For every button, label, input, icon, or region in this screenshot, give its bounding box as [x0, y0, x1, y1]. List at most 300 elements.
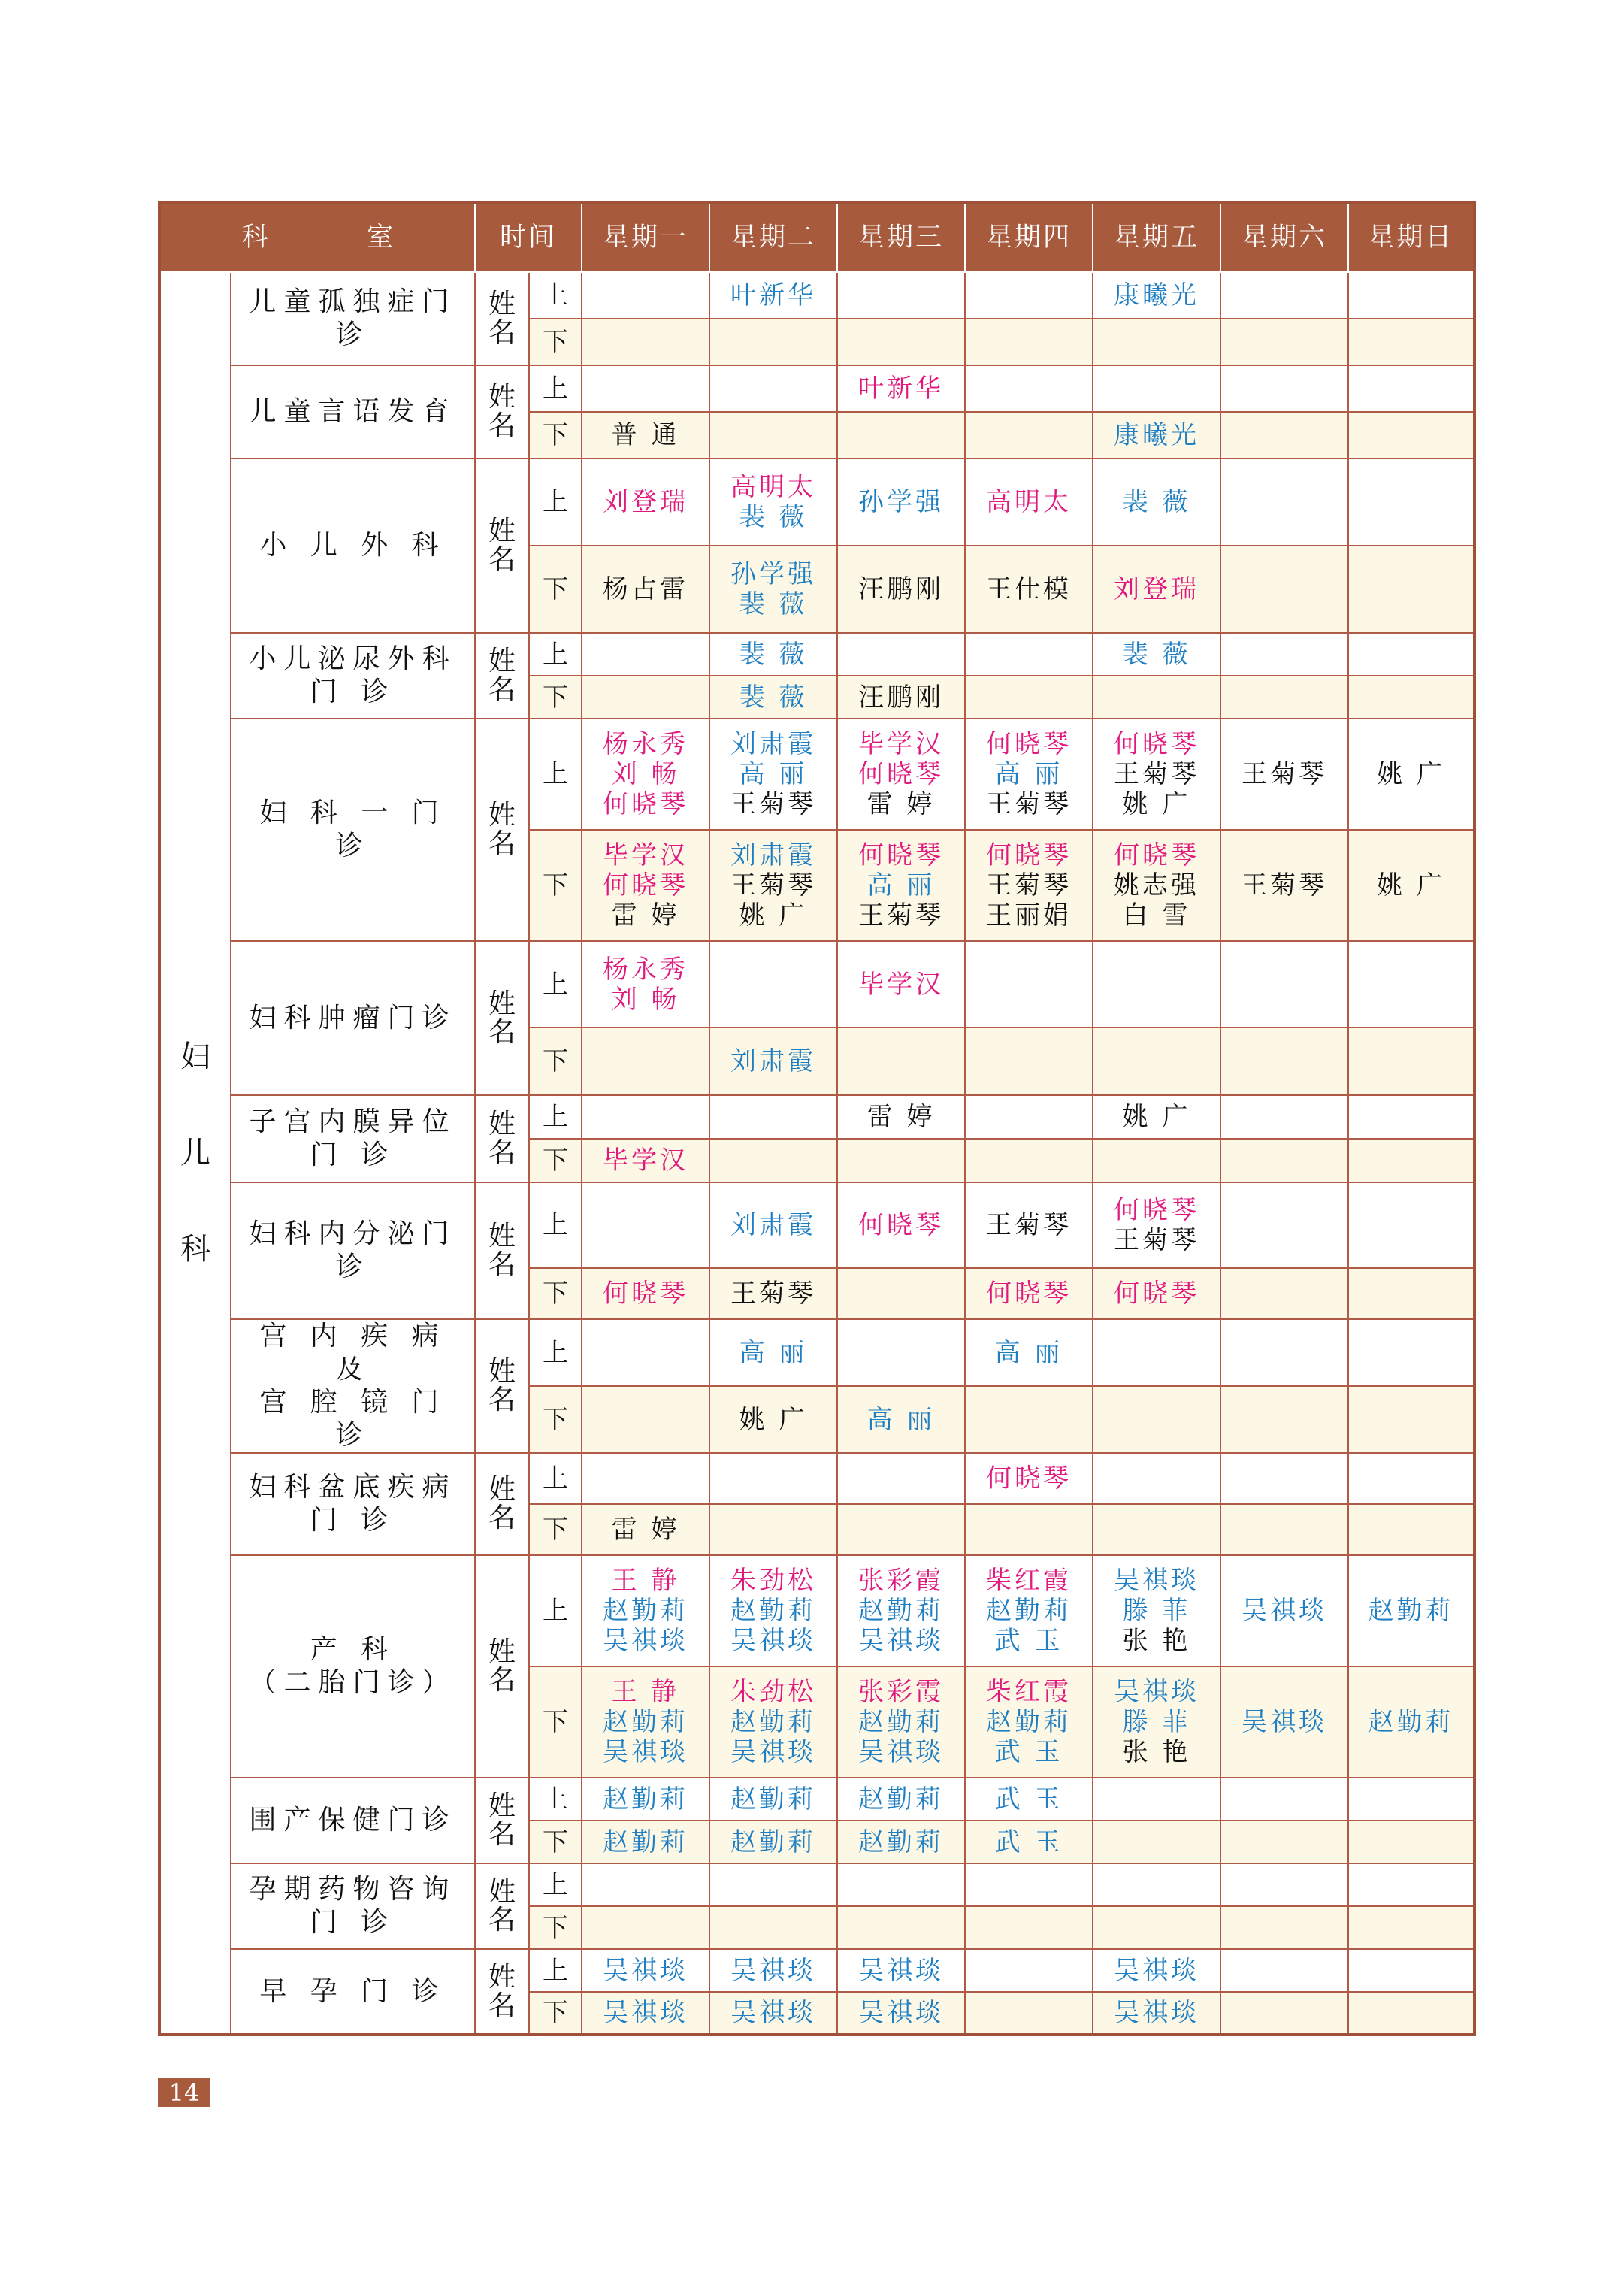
doctor-name: 何晓琴	[986, 1279, 1072, 1309]
doctor-cell	[1220, 365, 1348, 412]
doctor-cell	[1348, 1182, 1474, 1268]
pm-label: 下	[529, 830, 582, 941]
doctor-name: 孙学强	[858, 487, 945, 517]
doctor-cell	[1093, 1095, 1220, 1139]
doctor-name: 赵勤莉	[858, 1784, 945, 1814]
category-cell	[159, 272, 231, 2035]
doctor-cell	[1093, 830, 1220, 941]
doctor-cell	[1220, 412, 1348, 459]
doctor-name: 刘 畅	[611, 984, 680, 1015]
clinic-name-line: 门 诊	[310, 1140, 396, 1170]
doctor-cell	[837, 319, 965, 365]
doctor-cell	[965, 1028, 1093, 1095]
doctor-cell	[709, 1386, 837, 1453]
doctor-name: 毕学汉	[858, 969, 945, 1000]
doctor-cell	[1220, 1504, 1348, 1555]
doctor-name: 汪鹏刚	[858, 574, 945, 604]
doctor-cell	[1093, 1319, 1220, 1386]
doctor-name: 刘肃霞	[730, 1046, 817, 1076]
doctor-name: 刘肃霞	[730, 1210, 817, 1240]
doctor-name: 吴祺琰	[730, 1998, 817, 2028]
doctor-name: 姚 广	[1377, 870, 1445, 900]
am-label: 上	[529, 1778, 582, 1821]
doctor-cell	[965, 365, 1093, 412]
doctor-cell	[965, 1453, 1093, 1504]
pm-label: 下	[529, 412, 582, 459]
doctor-name: 赵勤莉	[1368, 1596, 1454, 1626]
doctor-cell	[1348, 1268, 1474, 1319]
doctor-cell	[1093, 1778, 1220, 1821]
doctor-name: 姚 广	[1377, 759, 1445, 789]
doctor-name: 白 雪	[1122, 900, 1191, 931]
doctor-name: 王菊琴	[986, 1210, 1072, 1240]
doctor-cell	[1220, 1949, 1348, 1992]
doctor-cell	[837, 1095, 965, 1139]
doctor-name: 裴 薇	[1122, 487, 1191, 517]
doctor-cell	[582, 1319, 709, 1386]
doctor-name: 吴祺琰	[858, 1955, 945, 1986]
doctor-cell	[837, 1555, 965, 1666]
doctor-cell	[582, 319, 709, 365]
doctor-cell	[965, 1386, 1093, 1453]
doctor-cell	[1220, 1028, 1348, 1095]
doctor-name: 吴祺琰	[730, 1955, 817, 1986]
clinic-name-line: 妇 科 一 门 诊	[259, 798, 446, 861]
doctor-name: 高 丽	[739, 1337, 808, 1368]
doctor-cell	[837, 1949, 965, 1992]
doctor-cell	[1093, 365, 1220, 412]
schedule-row	[159, 365, 1474, 412]
doctor-name: 王菊琴	[730, 870, 817, 900]
doctor-name: 柴红霞	[986, 1677, 1072, 1707]
doctor-name: 柴红霞	[986, 1566, 1072, 1596]
doctor-cell	[1220, 1666, 1348, 1778]
schedule-row	[159, 1319, 1474, 1386]
doctor-cell	[709, 1182, 837, 1268]
doctor-name: 王菊琴	[1114, 759, 1200, 789]
doctor-name: 赵勤莉	[986, 1596, 1072, 1626]
name-label: 姓名	[475, 719, 529, 941]
doctor-name: 吴祺琰	[1114, 1955, 1200, 1986]
clinic-name	[231, 1453, 475, 1555]
doctor-cell	[1093, 459, 1220, 546]
doctor-cell	[837, 941, 965, 1028]
doctor-cell	[1348, 1139, 1474, 1182]
doctor-name: 刘肃霞	[730, 729, 817, 759]
doctor-cell	[965, 1666, 1093, 1778]
doctor-name: 赵勤莉	[603, 1784, 689, 1814]
doctor-name: 王菊琴	[858, 900, 945, 931]
doctor-name: 何晓琴	[858, 840, 945, 870]
doctor-name: 王丽娟	[986, 900, 1072, 931]
doctor-cell	[1348, 1386, 1474, 1453]
doctor-cell	[837, 676, 965, 719]
doctor-cell	[1348, 1863, 1474, 1906]
doctor-name: 姚 广	[1122, 789, 1191, 819]
doctor-cell	[1220, 1778, 1348, 1821]
doctor-cell	[582, 1949, 709, 1992]
pm-label: 下	[529, 1992, 582, 2035]
pm-label: 下	[529, 1028, 582, 1095]
doctor-cell	[1348, 941, 1474, 1028]
doctor-name: 高明太	[730, 472, 817, 502]
pm-label: 下	[529, 1139, 582, 1182]
clinic-name	[231, 719, 475, 941]
doctor-name: 高 丽	[994, 759, 1063, 789]
doctor-name: 叶新华	[858, 374, 945, 404]
doctor-cell	[1220, 719, 1348, 830]
doctor-cell	[582, 1095, 709, 1139]
doctor-cell	[709, 319, 837, 365]
doctor-name: 裴 薇	[739, 502, 808, 532]
doctor-cell	[582, 1906, 709, 1949]
doctor-cell	[837, 272, 965, 319]
am-label: 上	[529, 1319, 582, 1386]
doctor-cell	[582, 365, 709, 412]
header-department: 科 室	[159, 202, 475, 272]
name-label: 姓名	[475, 272, 529, 365]
doctor-name: 吴祺琰	[1241, 1596, 1328, 1626]
doctor-name: 叶新华	[730, 280, 817, 310]
clinic-name	[231, 1949, 475, 2035]
doctor-name: 赵勤莉	[603, 1596, 689, 1626]
schedule-row	[159, 633, 1474, 676]
doctor-name: 康曦光	[1114, 420, 1200, 450]
doctor-name: 赵勤莉	[603, 1827, 689, 1857]
doctor-cell	[709, 633, 837, 676]
doctor-cell	[1220, 633, 1348, 676]
doctor-name: 何晓琴	[603, 1279, 689, 1309]
pm-label: 下	[529, 1666, 582, 1778]
doctor-name: 赵勤莉	[858, 1827, 945, 1857]
doctor-name: 杨占雷	[603, 574, 689, 604]
doctor-cell	[1093, 1821, 1220, 1863]
doctor-cell	[709, 1028, 837, 1095]
doctor-cell	[709, 719, 837, 830]
doctor-cell	[965, 546, 1093, 633]
doctor-cell	[1220, 319, 1348, 365]
doctor-cell	[582, 1666, 709, 1778]
doctor-cell	[582, 1992, 709, 2035]
clinic-name	[231, 1319, 475, 1453]
schedule-row	[159, 272, 1474, 319]
doctor-name: 毕学汉	[603, 1146, 689, 1176]
doctor-cell	[837, 1386, 965, 1453]
doctor-cell	[1220, 459, 1348, 546]
name-label: 姓名	[475, 1453, 529, 1555]
doctor-cell	[1093, 1949, 1220, 1992]
doctor-cell	[1220, 1268, 1348, 1319]
doctor-cell	[837, 1028, 965, 1095]
doctor-name: 朱劲松	[730, 1566, 817, 1596]
doctor-cell	[965, 1504, 1093, 1555]
doctor-cell	[837, 365, 965, 412]
doctor-name: 王菊琴	[1241, 759, 1328, 789]
doctor-name: 刘登瑞	[603, 487, 689, 517]
doctor-name: 姚志强	[1114, 870, 1200, 900]
doctor-cell	[965, 1555, 1093, 1666]
doctor-cell	[709, 272, 837, 319]
doctor-cell	[1348, 319, 1474, 365]
header-row	[159, 202, 1474, 272]
schedule-row	[159, 941, 1474, 1028]
clinic-name-line: 儿童言语发育	[249, 396, 457, 427]
doctor-name: 赵勤莉	[730, 1596, 817, 1626]
doctor-cell	[1220, 1139, 1348, 1182]
doctor-cell	[582, 1028, 709, 1095]
doctor-cell	[1220, 1095, 1348, 1139]
doctor-cell	[582, 272, 709, 319]
doctor-name: 何晓琴	[858, 1210, 945, 1240]
clinic-name-line: 子宫内膜异位	[249, 1106, 457, 1137]
doctor-name: 何晓琴	[603, 789, 689, 819]
doctor-name: 王菊琴	[730, 1279, 817, 1309]
doctor-cell	[582, 1268, 709, 1319]
doctor-cell	[837, 1666, 965, 1778]
doctor-name: 吴祺琰	[858, 1998, 945, 2028]
header-day-4: 星期四	[965, 202, 1093, 272]
doctor-name: 吴祺琰	[1114, 1566, 1200, 1596]
schedule-row	[159, 1778, 1474, 1821]
doctor-cell	[582, 1453, 709, 1504]
doctor-cell	[1220, 272, 1348, 319]
doctor-cell	[965, 319, 1093, 365]
name-label: 姓名	[475, 1095, 529, 1182]
am-label: 上	[529, 1863, 582, 1906]
doctor-cell	[1348, 1821, 1474, 1863]
doctor-cell	[965, 412, 1093, 459]
doctor-cell	[965, 1095, 1093, 1139]
doctor-cell	[965, 1821, 1093, 1863]
am-label: 上	[529, 1453, 582, 1504]
doctor-name: 高 丽	[866, 1404, 936, 1435]
clinic-name-line: 宫 内 疾 病 及	[259, 1321, 446, 1385]
doctor-cell	[1093, 272, 1220, 319]
header-time: 时间	[475, 202, 582, 272]
doctor-cell	[1220, 1863, 1348, 1906]
doctor-cell	[837, 1821, 965, 1863]
doctor-cell	[1093, 676, 1220, 719]
doctor-cell	[582, 459, 709, 546]
doctor-cell	[1093, 546, 1220, 633]
clinic-name	[231, 459, 475, 633]
doctor-name: 张 艳	[1122, 1626, 1191, 1656]
clinic-name-line: 宫 腔 镜 门 诊	[259, 1387, 446, 1451]
doctor-cell	[582, 719, 709, 830]
doctor-cell	[709, 1666, 837, 1778]
doctor-name: 张彩霞	[858, 1677, 945, 1707]
pm-label: 下	[529, 1386, 582, 1453]
doctor-cell	[837, 1319, 965, 1386]
doctor-name: 裴 薇	[739, 589, 808, 619]
doctor-name: 姚 广	[739, 1404, 808, 1435]
doctor-cell	[1093, 1555, 1220, 1666]
doctor-cell	[1093, 1992, 1220, 2035]
doctor-name: 何晓琴	[1114, 1279, 1200, 1309]
doctor-cell	[965, 1863, 1093, 1906]
doctor-cell	[709, 412, 837, 459]
clinic-name-line: 门 诊	[310, 1505, 396, 1536]
doctor-name: 武 玉	[994, 1827, 1063, 1857]
doctor-cell	[1220, 941, 1348, 1028]
doctor-cell	[837, 719, 965, 830]
doctor-name: 何晓琴	[986, 729, 1072, 759]
doctor-cell	[837, 1268, 965, 1319]
header-day-5: 星期五	[1093, 202, 1220, 272]
doctor-cell	[837, 1182, 965, 1268]
header-day-7: 星期日	[1348, 202, 1474, 272]
schedule-row	[159, 1453, 1474, 1504]
doctor-name: 雷 婷	[866, 789, 936, 819]
doctor-name: 何晓琴	[1114, 1195, 1200, 1225]
doctor-cell	[837, 830, 965, 941]
clinic-name-line: 小 儿 外 科	[259, 530, 446, 561]
name-label: 姓名	[475, 1778, 529, 1863]
clinic-name	[231, 633, 475, 719]
doctor-cell	[1093, 319, 1220, 365]
doctor-cell	[1348, 1504, 1474, 1555]
doctor-name: 何晓琴	[1114, 840, 1200, 870]
doctor-name: 雷 婷	[611, 900, 680, 931]
doctor-name: 何晓琴	[858, 759, 945, 789]
schedule-row	[159, 1555, 1474, 1666]
doctor-cell	[709, 1949, 837, 1992]
pm-label: 下	[529, 1906, 582, 1949]
am-label: 上	[529, 941, 582, 1028]
doctor-cell	[965, 1319, 1093, 1386]
doctor-cell	[1348, 830, 1474, 941]
header-day-1: 星期一	[582, 202, 709, 272]
doctor-cell	[1348, 633, 1474, 676]
header-day-3: 星期三	[837, 202, 965, 272]
schedule-row	[159, 1095, 1474, 1139]
doctor-name: 何晓琴	[1114, 729, 1200, 759]
schedule-row	[159, 719, 1474, 830]
doctor-name: 吴祺琰	[1114, 1677, 1200, 1707]
category-char: 妇	[180, 1040, 210, 1074]
pm-label: 下	[529, 1504, 582, 1555]
clinic-name-line: 妇科内分泌门诊	[249, 1218, 457, 1282]
doctor-cell	[1220, 830, 1348, 941]
doctor-cell	[709, 1863, 837, 1906]
doctor-cell	[709, 1906, 837, 1949]
doctor-name: 滕 菲	[1122, 1596, 1191, 1626]
doctor-cell	[1348, 1555, 1474, 1666]
doctor-cell	[837, 633, 965, 676]
doctor-name: 裴 薇	[1122, 639, 1191, 670]
doctor-name: 王菊琴	[1241, 870, 1328, 900]
doctor-cell	[582, 1821, 709, 1863]
doctor-cell	[582, 1778, 709, 1821]
doctor-name: 滕 菲	[1122, 1707, 1191, 1737]
am-label: 上	[529, 1182, 582, 1268]
doctor-cell	[1093, 1863, 1220, 1906]
clinic-name-line: 早 孕 门 诊	[259, 1975, 446, 2007]
doctor-name: 王菊琴	[986, 870, 1072, 900]
doctor-cell	[837, 1906, 965, 1949]
am-label: 上	[529, 459, 582, 546]
doctor-cell	[709, 1504, 837, 1555]
doctor-cell	[1093, 1139, 1220, 1182]
doctor-cell	[1093, 1504, 1220, 1555]
header-day-2: 星期二	[709, 202, 837, 272]
doctor-cell	[837, 459, 965, 546]
doctor-name: 王 静	[611, 1677, 680, 1707]
header-day-6: 星期六	[1220, 202, 1348, 272]
doctor-cell	[1220, 1182, 1348, 1268]
doctor-name: 毕学汉	[858, 729, 945, 759]
doctor-name: 杨永秀	[603, 954, 689, 985]
doctor-cell	[1093, 719, 1220, 830]
doctor-name: 裴 薇	[739, 639, 808, 670]
doctor-cell	[1220, 1319, 1348, 1386]
name-label: 姓名	[475, 365, 529, 459]
doctor-cell	[1348, 1778, 1474, 1821]
doctor-cell	[1348, 1949, 1474, 1992]
doctor-cell	[1348, 1028, 1474, 1095]
doctor-cell	[582, 830, 709, 941]
schedule-row	[159, 1949, 1474, 1992]
doctor-cell	[1220, 1906, 1348, 1949]
doctor-name: 王 静	[611, 1566, 680, 1596]
doctor-cell	[1348, 1906, 1474, 1949]
pm-label: 下	[529, 546, 582, 633]
name-label: 姓名	[475, 459, 529, 633]
page-number: 14	[158, 2078, 210, 2107]
doctor-cell	[582, 633, 709, 676]
doctor-cell	[1348, 1453, 1474, 1504]
doctor-cell	[709, 1821, 837, 1863]
doctor-name: 毕学汉	[603, 840, 689, 870]
doctor-name: 王菊琴	[730, 789, 817, 819]
doctor-cell	[837, 1863, 965, 1906]
name-label: 姓名	[475, 1319, 529, 1453]
doctor-name: 吴祺琰	[603, 1737, 689, 1767]
doctor-name: 普 通	[611, 420, 680, 450]
clinic-name-line: 妇科盆底疾病	[249, 1472, 457, 1503]
pm-label: 下	[529, 676, 582, 719]
doctor-name: 吴祺琰	[603, 1626, 689, 1656]
doctor-name: 吴祺琰	[858, 1626, 945, 1656]
doctor-cell	[582, 546, 709, 633]
doctor-cell	[709, 941, 837, 1028]
am-label: 上	[529, 633, 582, 676]
doctor-cell	[965, 941, 1093, 1028]
category-char: 儿	[180, 1136, 210, 1170]
doctor-cell	[1220, 1821, 1348, 1863]
doctor-cell	[1348, 1992, 1474, 2035]
doctor-cell	[837, 1778, 965, 1821]
doctor-cell	[965, 676, 1093, 719]
doctor-cell	[709, 365, 837, 412]
doctor-name: 张彩霞	[858, 1566, 945, 1596]
am-label: 上	[529, 1555, 582, 1666]
doctor-name: 何晓琴	[986, 1463, 1072, 1494]
doctor-cell	[709, 546, 837, 633]
doctor-name: 雷 婷	[866, 1102, 936, 1132]
doctor-cell	[582, 1386, 709, 1453]
doctor-cell	[1093, 941, 1220, 1028]
clinic-name-line: 产 科	[310, 1634, 396, 1665]
doctor-cell	[1348, 1319, 1474, 1386]
doctor-name: 赵勤莉	[730, 1827, 817, 1857]
doctor-name: 高 丽	[866, 870, 936, 900]
doctor-name: 吴祺琰	[1114, 1998, 1200, 2028]
doctor-name: 康曦光	[1114, 280, 1200, 310]
doctor-cell	[582, 1555, 709, 1666]
clinic-name	[231, 1863, 475, 1949]
clinic-name	[231, 1555, 475, 1778]
